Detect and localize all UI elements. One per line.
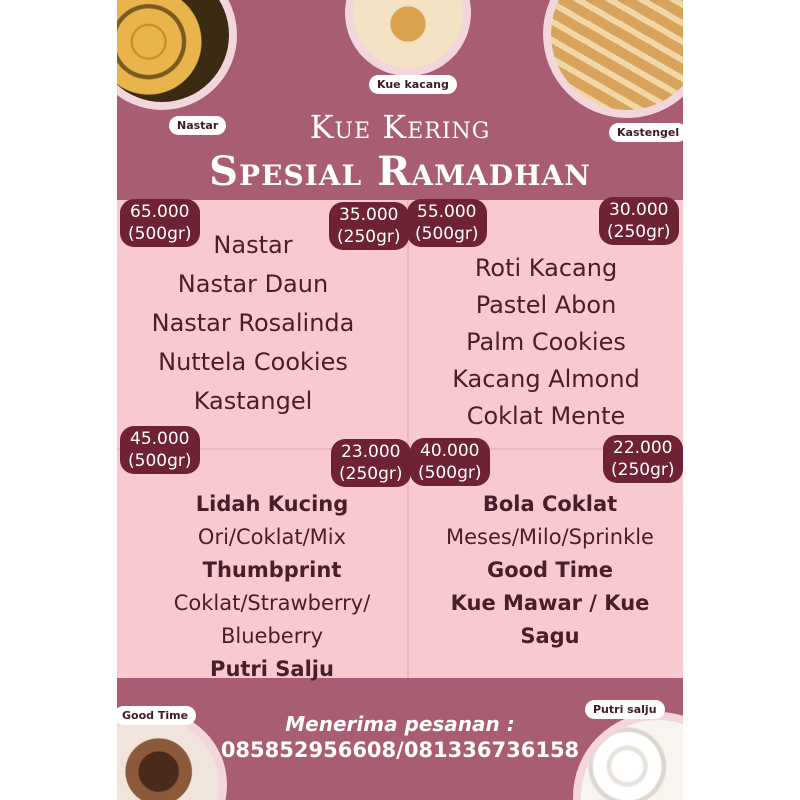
product-name: Lidah Kucing <box>195 492 349 516</box>
list-item: Pastel Abon <box>475 291 617 319</box>
product-list-bottom-right <box>409 488 683 653</box>
poster <box>117 0 683 800</box>
list-item: Roti Kacang <box>474 254 618 282</box>
price-badge-500: 40.000 (500gr) <box>410 438 490 486</box>
product-list-bottom-left <box>117 488 427 686</box>
list-item: Palm Cookies <box>466 328 626 356</box>
price-badge-500: 65.000 (500gr) <box>120 199 200 247</box>
product-variant: Coklat/Strawberry/ <box>173 591 371 615</box>
product-list-top-right <box>409 250 683 435</box>
good-time-tag: Good Time <box>117 706 196 725</box>
order-label: Menerima pesanan : <box>285 712 515 736</box>
product-variant: Blueberry <box>220 624 324 648</box>
nastar-tag: Nastar <box>169 116 226 135</box>
price-badge-250: 35.000 (250gr) <box>329 202 409 250</box>
product-name: Sagu <box>520 624 580 648</box>
phone-numbers: 085852956608/081336736158 <box>220 738 580 762</box>
price-badge-500: 55.000 (500gr) <box>407 199 487 247</box>
price-badge-250: 22.000 (250gr) <box>603 435 683 483</box>
list-item: Nastar <box>213 231 293 259</box>
list-item: Nastar Rosalinda <box>151 309 355 337</box>
title-line-1: Kue Kering <box>309 108 491 146</box>
kastengel-photo <box>543 0 683 118</box>
product-variant: Ori/Coklat/Mix <box>197 525 347 549</box>
title-line-2: Spesial Ramadhan <box>209 148 591 195</box>
list-item: Kacang Almond <box>452 365 640 393</box>
kue-kacang-tag: Kue kacang <box>369 75 457 94</box>
putri-salju-tag: Putri salju <box>585 700 665 719</box>
product-variant: Meses/Milo/Sprinkle <box>446 525 654 549</box>
price-badge-500: 45.000 (500gr) <box>120 426 200 474</box>
product-name: Kue Mawar / Kue <box>450 591 650 615</box>
list-item: Kastangel <box>193 387 313 415</box>
kue-kacang-photo <box>345 0 471 76</box>
kastengel-tag: Kastengel <box>609 123 683 142</box>
price-badge-250: 30.000 (250gr) <box>599 197 679 245</box>
product-name: Good Time <box>486 558 614 582</box>
nastar-photo <box>117 0 237 110</box>
product-name: Thumbprint <box>202 558 342 582</box>
list-item: Coklat Mente <box>466 402 626 430</box>
product-list-top-left <box>117 226 389 421</box>
list-item: Nastar Daun <box>177 270 329 298</box>
product-name: Putri Salju <box>210 657 334 681</box>
product-name: Bola Coklat <box>482 492 618 516</box>
list-item: Nuttela Cookies <box>158 348 348 376</box>
price-badge-250: 23.000 (250gr) <box>331 439 411 487</box>
